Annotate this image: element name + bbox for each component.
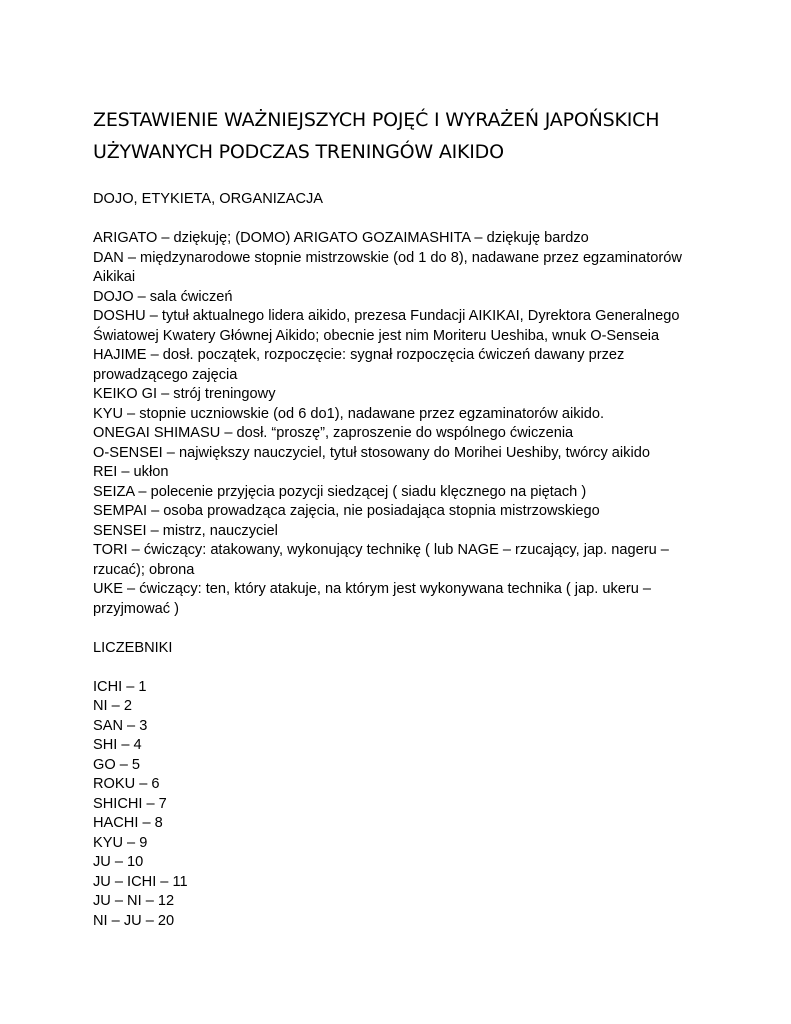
numeral-hachi: HACHI – 8 [93, 815, 163, 831]
numerals-list [93, 678, 703, 932]
numeral-ni-ju: NI – JU – 20 [93, 912, 175, 929]
numeral-ju-ichi: JU – ICHI – 11 [93, 873, 188, 890]
numeral-shi: SHI – 4 [93, 737, 142, 753]
entry-hajime: HAJIME – dosł. początek, rozpoczęcie: sygnał rozpoczęcia ćwiczeń dawany przez prowadzącego zajęcia [93, 347, 625, 383]
entry-dojo: DOJO – sala ćwiczeń [93, 288, 233, 305]
numeral-ni: NI – 2 [93, 698, 132, 714]
numeral-ju-ni: JU – NI – 12 [93, 893, 175, 909]
document-page [93, 104, 703, 931]
numeral-kyu: KYU – 9 [93, 834, 148, 851]
entry-kyu: KYU – stopnie uczniowskie (od 6 do1), nadawane przez egzaminatorów aikido. [93, 405, 605, 422]
title-line-2: UŻYWANYCH PODCZAS TRENINGÓW AIKIDO [93, 141, 504, 163]
entry-sensei: SENSEI – mistrz, nauczyciel [93, 522, 278, 539]
numeral-roku: ROKU – 6 [93, 776, 160, 792]
numeral-san: SAN – 3 [93, 717, 148, 734]
dojo-entries-list [93, 229, 703, 619]
section-numerals [93, 639, 703, 932]
numeral-ju: JU – 10 [93, 854, 144, 870]
entry-o-sensei: O-SENSEI – największy nauczyciel, tytuł stosowany do Morihei Ueshiby, twórcy aikido [93, 444, 650, 461]
entry-arigato: ARIGATO – dziękuję; (DOMO) ARIGATO GOZAIMASHITA – dziękuję bardzo [93, 230, 589, 246]
numeral-shichi: SHICHI – 7 [93, 795, 167, 812]
numeral-ichi: ICHI – 1 [93, 678, 147, 695]
entry-onegai-shimasu: ONEGAI SHIMASU – dosł. “proszę”, zaproszenie do wspólnego ćwiczenia [93, 425, 574, 441]
title-line-1: ZESTAWIENIE WAŻNIEJSZYCH POJĘĆ I WYRAŻEŃ JAPOŃSKICH [93, 109, 660, 131]
numeral-go: GO – 5 [93, 756, 141, 773]
entry-keiko-gi: KEIKO GI – strój treningowy [93, 386, 276, 402]
entry-dan: DAN – międzynarodowe stopnie mistrzowskie (od 1 do 8), nadawane przez egzaminatorów Aikikai [93, 249, 682, 285]
section-heading-numerals: LICZEBNIKI [93, 639, 173, 656]
entry-seiza: SEIZA – polecenie przyjęcia pozycji siedzącej ( siadu klęcznego na piętach ) [93, 483, 587, 500]
section-dojo [93, 190, 703, 619]
entry-tori: TORI – ćwiczący: atakowany, wykonujący technikę ( lub NAGE – rzucający, jap. nageru – rzucać); obrona [93, 542, 669, 578]
entry-rei: REI – ukłon [93, 464, 169, 480]
entry-doshu: DOSHU – tytuł aktualnego lidera aikido, prezesa Fundacji AIKIKAI, Dyrektora Generalnego Światowej Kwatery Głównej Aikido; obecnie jest nim Moriteru Ueshiba, wnuk O-Senseia [93, 308, 680, 344]
document-title [93, 104, 703, 168]
section-heading-dojo: DOJO, ETYKIETA, ORGANIZACJA [93, 191, 324, 207]
entry-uke: UKE – ćwiczący: ten, który atakuje, na którym jest wykonywana technika ( jap. ukeru – przyjmować ) [93, 581, 652, 617]
entry-sempai: SEMPAI – osoba prowadząca zajęcia, nie posiadająca stopnia mistrzowskiego [93, 503, 600, 519]
